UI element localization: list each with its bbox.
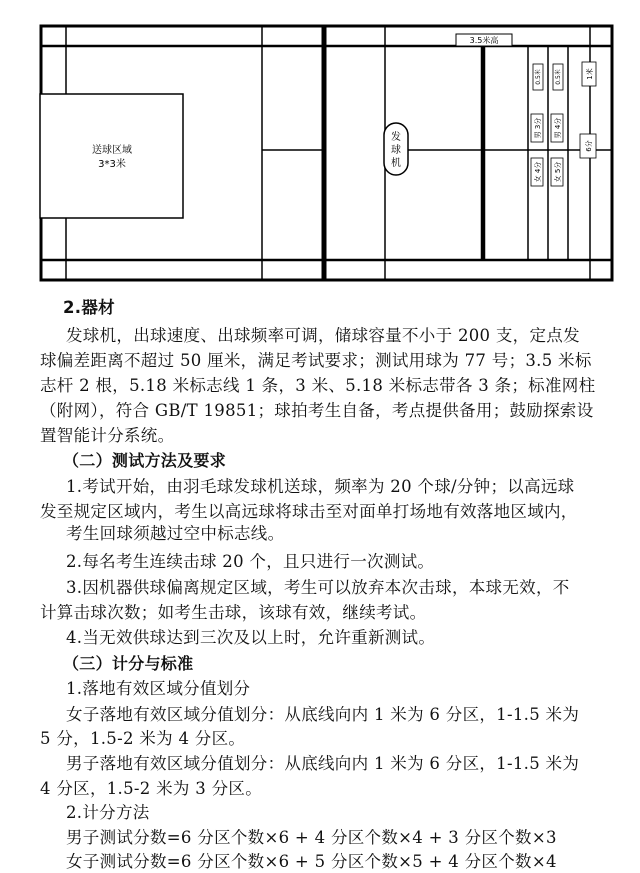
male-4-label: 男 4分 xyxy=(554,117,562,139)
zone-05m-label: 0.5米 xyxy=(555,69,562,85)
six-label: 6分 xyxy=(585,140,593,152)
female-5-label: 女 5分 xyxy=(554,161,562,183)
section-equipment-title: 2.器材 xyxy=(63,298,115,317)
paragraph-line: 计算击球次数；如考生击球，该球有效，继续考试。 xyxy=(40,603,427,622)
paragraph-line: 男子落地有效区域分值划分：从底线向内 1 米为 6 分区，1-1.5 米为 xyxy=(66,754,580,773)
marker-height-label: 3.5米高 xyxy=(469,36,499,45)
court-diagram xyxy=(0,0,640,292)
paragraph-line: 球偏差距离不超过 50 厘米，满足考试要求；测试用球为 77 号；3.5 米标 xyxy=(40,351,592,370)
machine-label-2: 球 xyxy=(391,145,401,156)
paragraph-line: 女子落地有效区域分值划分：从底线向内 1 米为 6 分区，1-1.5 米为 xyxy=(66,705,580,724)
machine-label-3: 机 xyxy=(391,158,401,169)
paragraph-line: 发至规定区域内，考生以高远球将球击至对面单打场地有效落地区域内， xyxy=(40,502,578,521)
machine-label-1: 发 xyxy=(391,132,401,143)
send-zone-size: 3*3米 xyxy=(98,159,126,170)
subsection-title: 2.计分方法 xyxy=(66,803,150,822)
zone-05m-label: 0.5米 xyxy=(535,69,542,85)
paragraph-line: 1.考试开始，由羽毛球发球机送球，频率为 20 个球/分钟；以高远球 xyxy=(66,477,575,496)
paragraph-line: （附网），符合 GB/T 19851；球拍考生自备，考点提供备用；鼓励探索设 xyxy=(40,401,594,420)
paragraph-line: 3.因机器供球偏离规定区域，考生可以放弃本次击球，本球无效，不 xyxy=(66,578,570,597)
paragraph-line: 志杆 2 根，5.18 米标志线 1 条，3 米、5.18 米标志带各 3 条；标准网柱 xyxy=(40,376,596,395)
male-3-label: 男 3分 xyxy=(534,117,542,139)
paragraph-line: 置智能计分系统。 xyxy=(40,426,175,445)
female-4-label: 女 4分 xyxy=(534,161,542,183)
paragraph-line: 发球机，出球速度、出球频率可调，储球容量不小于 200 支，定点发 xyxy=(66,326,580,345)
paragraph-line: 2.每名考生连续击球 20 个，且只进行一次测试。 xyxy=(66,552,435,571)
send-zone-label: 送球区域 xyxy=(92,145,132,156)
paragraph-line: 4 分区，1.5-2 米为 3 分区。 xyxy=(40,779,262,798)
zone-1m-label: 1米 xyxy=(586,68,594,80)
formula-line: 男子测试分数=6 分区个数×6 + 4 分区个数×4 + 3 分区个数×3 xyxy=(66,828,557,847)
subsection-title: 1.落地有效区域分值划分 xyxy=(66,679,251,698)
paragraph-line: 4.当无效供球达到三次及以上时，允许重新测试。 xyxy=(66,628,436,647)
paragraph-line: 考生回球须越过空中标志线。 xyxy=(66,524,285,543)
section-method-title: （二）测试方法及要求 xyxy=(63,451,227,470)
section-scoring-title: （三）计分与标准 xyxy=(63,654,194,673)
formula-line: 女子测试分数=6 分区个数×6 + 5 分区个数×5 + 4 分区个数×4 xyxy=(66,852,557,871)
send-zone xyxy=(40,94,183,218)
paragraph-line: 5 分，1.5-2 米为 4 分区。 xyxy=(40,729,246,748)
